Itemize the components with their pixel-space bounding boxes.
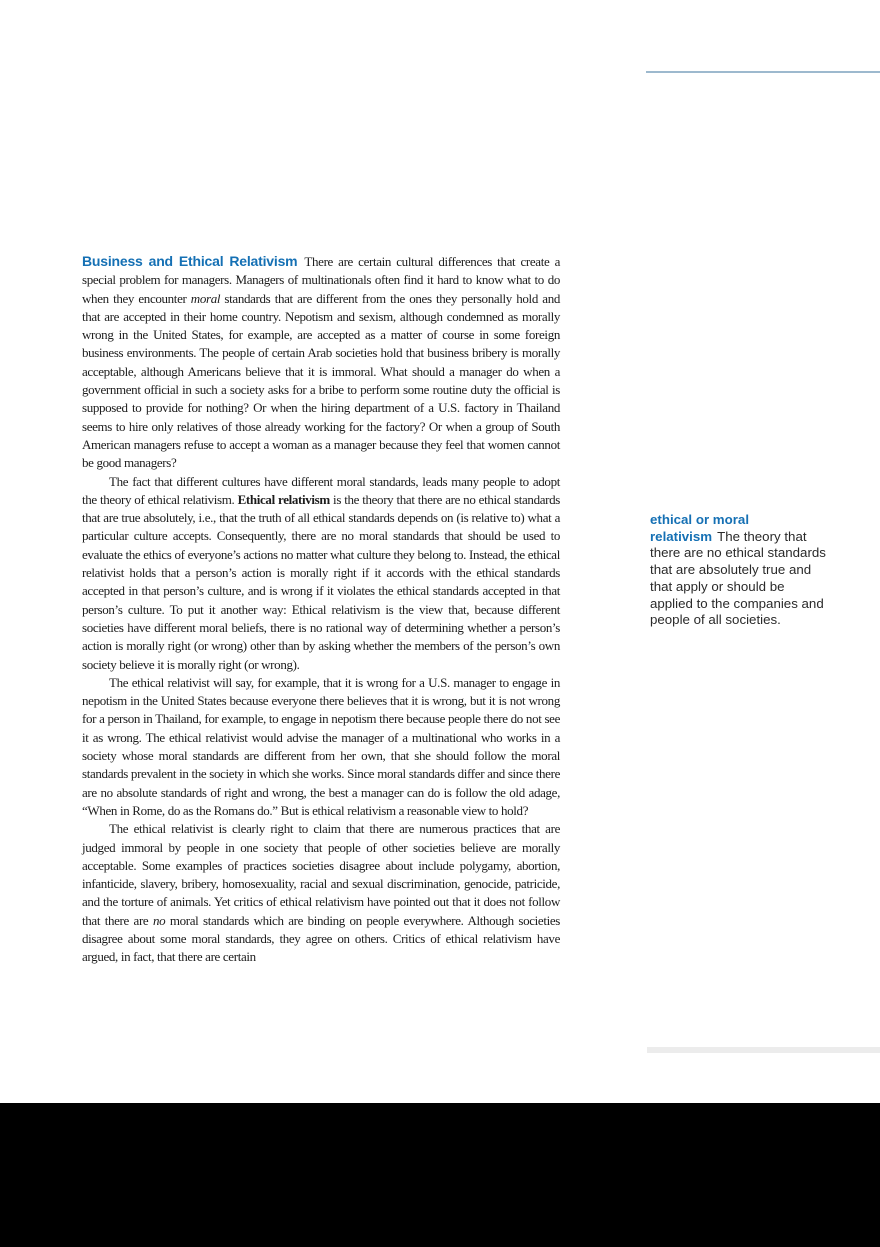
- bottom-black-bar: [0, 1103, 880, 1247]
- paragraph: [82, 252, 560, 473]
- paragraph: [82, 820, 560, 966]
- run-in-heading: Business and Ethical Relativism: [82, 253, 298, 269]
- paragraph: [82, 674, 560, 820]
- text-run: moral standards which are binding on people everywhere. Although societies disagree about some moral standards, they agree on others. Critics of ethical relativism have argued, in fact, that there are certain: [82, 912, 560, 965]
- margin-definition: [650, 512, 828, 629]
- paragraph: [82, 473, 560, 674]
- text-run: The fact that different cultures have different moral standards, leads many people to adopt the theory of ethical relativism.: [82, 473, 560, 507]
- article-paragraphs: [82, 252, 560, 967]
- text-run: no: [152, 912, 166, 928]
- text-run: Ethical relativism: [237, 491, 330, 507]
- text-run: is the theory that there are no ethical standards that are true absolutely, i.e., that the truth of all ethical standards depends on (is relative to) what a particular culture accepts. Consequently, there are no moral standards that should be used to evaluate the ethics of everyone’s actions no matter what culture they belong to. Instead, the ethical relativist holds that a person’s action is morally right if it accords with the ethical standards accepted in that person’s culture, and is wrong if it violates the ethical standards accepted in that person’s culture. To put it another way: Ethical relativism is the view that, because different societies have different moral beliefs, there is no rational way of determining whether a person’s action is morally right (or wrong) other than by asking whether the members of the person’s own society believe it is morally right (or wrong).: [82, 491, 560, 672]
- body-text-column: [82, 252, 560, 967]
- text-run: The ethical relativist is clearly right to claim that there are numerous practices that are judged immoral by people in one society that people of other societies believe are morally acceptable. Some examples of practices societies disagree about include polygamy, abortion, infanticide, slavery, bribery, homosexuality, racial and sexual discrimination, genocide, patricide, and the torture of animals. Yet critics of ethical relativism have pointed out that it does not follow that there are: [82, 821, 560, 928]
- text-run: There are certain cultural differences that create a special problem for managers. Managers of multinationals often find it hard to know what to do when they encounter: [82, 254, 560, 306]
- scan-artifact-strip: [647, 1047, 880, 1053]
- definition-term: ethical or moral relativism: [650, 512, 750, 544]
- text-run: moral: [190, 290, 221, 306]
- top-right-rule: [646, 71, 880, 73]
- definition-text: The theory that there are no ethical standards that are absolutely true and that apply or should be applied to the companies and people of all societies.: [650, 528, 826, 628]
- text-run: The ethical relativist will say, for example, that it is wrong for a U.S. manager to engage in nepotism in the United States because everyone there believes that it is wrong, but it is not wrong for a person in Thailand, for example, to engage in nepotism there because people there do not see it as wrong. The ethical relativist would advise the manager of a multinational who works in a society whose moral standards are different from her own, that she should follow the moral standards prevalent in the society in which she works. Since moral standards differ and since there are no absolute standards of right and wrong, the best a manager can do is follow the old adage, “When in Rome, do as the Romans do.” But is ethical relativism a reasonable view to hold?: [82, 674, 560, 818]
- text-run: standards that are different from the ones they personally hold and that are accepted in their home country. Nepotism and sexism, although condemned as morally wrong in the United States, for example, are accepted as a matter of course in some foreign business environments. The people of certain Arab societies hold that business bribery is morally acceptable, although Americans believe that it is immoral. What should a manager do when a government official in such a society asks for a bribe to perform some routine duty the official is supposed to provide for nothing? Or when the hiring department of a U.S. factory in Thailand seems to hire only relatives of those already working for the factory? Or when a group of South American managers refuse to accept a woman as a manager because they feel that women cannot be good managers?: [82, 290, 561, 471]
